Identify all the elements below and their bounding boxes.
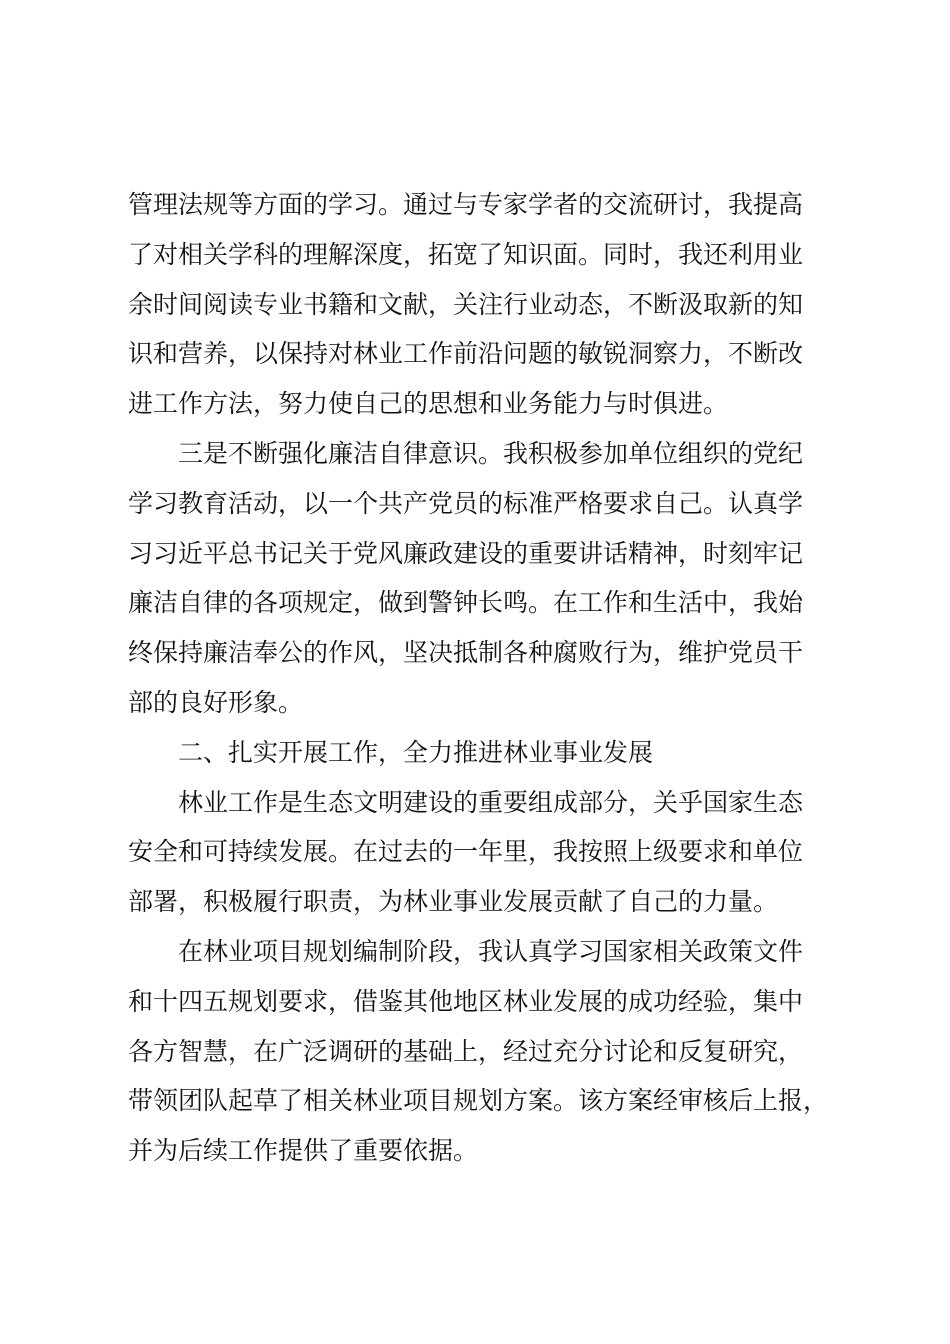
text-line: 终保持廉洁奉公的作风，坚决抵制各种腐败行为，维护党员干 [128, 638, 804, 668]
text-line: 余时间阅读专业书籍和文献，关注行业动态，不断汲取新的知 [128, 289, 804, 319]
text-line: 和十四五规划要求，借鉴其他地区林业发展的成功经验，集中 [128, 986, 804, 1016]
section-heading [128, 728, 834, 778]
text-line: 安全和可持续发展。在过去的一年里，我按照上级要求和单位 [128, 837, 804, 867]
paragraph-forestry-overview [128, 778, 834, 927]
text-line: 三是不断强化廉洁自律意识。我积极参加单位组织的党纪 [178, 438, 804, 468]
text-line: 廉洁自律的各项规定，做到警钟长鸣。在工作和生活中，我始 [128, 588, 804, 618]
text-line: 了对相关学科的理解深度，拓宽了知识面。同时，我还利用业 [128, 239, 804, 269]
text-line: 学习教育活动，以一个共产党员的标准严格要求自己。认真学 [128, 488, 804, 518]
document-body [128, 180, 834, 1176]
text-line: 进工作方法，努力使自己的思想和业务能力与时俱进。 [128, 389, 729, 419]
text-line: 部的良好形象。 [128, 687, 304, 717]
paragraph-study [128, 180, 834, 429]
paragraph-integrity [128, 429, 834, 728]
text-line: 各方智慧，在广泛调研的基础上，经过充分讨论和反复研究， [128, 1036, 804, 1066]
text-line: 带领团队起草了相关林业项目规划方案。该方案经审核后上报， [128, 1086, 829, 1116]
text-line: 并为后续工作提供了重要依据。 [128, 1136, 479, 1166]
section-heading-text: 二、扎实开展工作，全力推进林业事业发展 [178, 737, 654, 767]
text-line: 识和营养，以保持对林业工作前沿问题的敏锐洞察力，不断改 [128, 339, 804, 369]
text-line: 习习近平总书记关于党风廉政建设的重要讲话精神，时刻牢记 [128, 538, 804, 568]
text-line: 管理法规等方面的学习。通过与专家学者的交流研讨，我提高 [128, 190, 804, 219]
text-line: 林业工作是生态文明建设的重要组成部分，关乎国家生态 [178, 787, 804, 817]
text-line: 在林业项目规划编制阶段，我认真学习国家相关政策文件 [178, 936, 804, 966]
paragraph-project-planning [128, 927, 834, 1176]
text-line: 部署，积极履行职责，为林业事业发展贡献了自己的力量。 [128, 887, 779, 917]
